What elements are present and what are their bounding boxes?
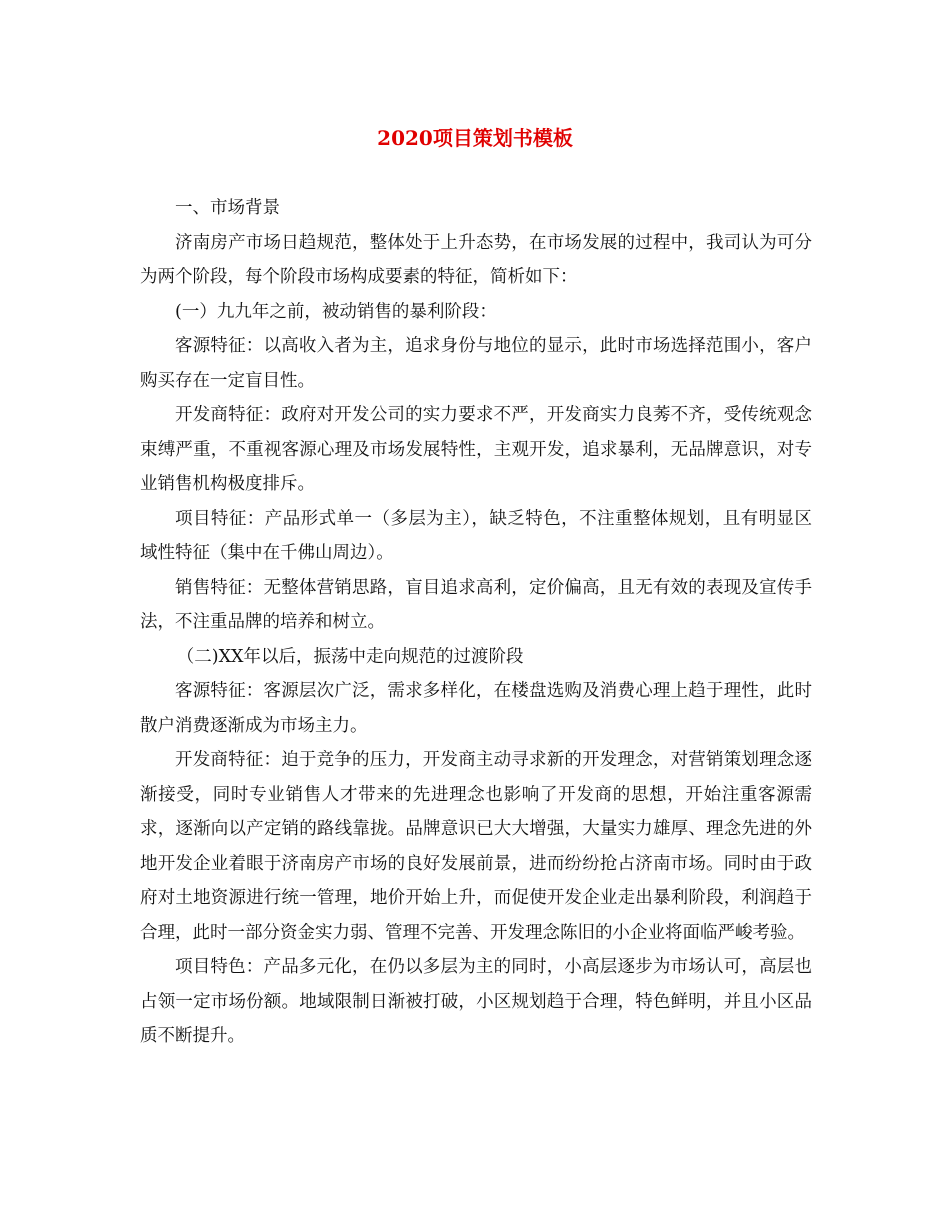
- paragraph: 销售特征：无整体营销思路，盲目追求高利，定价偏高，且无有效的表现及宣传手法，不注重品牌的培养和树立。: [140, 577, 812, 632]
- paragraph: 项目特征：产品形式单一（多层为主），缺乏特色，不注重整体规划，且有明显区域性特征（集中在千佛山周边）。: [140, 508, 812, 563]
- document-body: [140, 191, 812, 1054]
- document-title: 2020项目策划书模板: [377, 126, 573, 150]
- section-heading: 一、市场背景: [175, 198, 280, 218]
- paragraph: 开发商特征：政府对开发公司的实力要求不严，开发商实力良莠不齐，受传统观念束缚严重，不重视客源心理及市场发展特性，主观开发，追求暴利，无品牌意识，对专业销售机构极度排斥。: [140, 405, 812, 494]
- paragraph: 开发商特征：迫于竞争的压力，开发商主动寻求新的开发理念，对营销策划理念逐渐接受，同时专业销售人才带来的先进理念也影响了开发商的思想，开始注重客源需求，逐渐向以产定销的路线靠拢。品牌意识已大大增强，大量实力雄厚、理念先进的外地开发企业着眼于济南房产市场的良好发展前景，进而纷纷抢占济南市场。同时由于政府对土地资源进行统一管理，地价开始上升，而促使开发企业走出暴利阶段，利润趋于合理，此时一部分资金实力弱、管理不完善、开发理念陈旧的小企业将面临严峻考验。: [140, 750, 812, 943]
- paragraph: 客源特征：客源层次广泛，需求多样化，在楼盘选购及消费心理上趋于理性，此时散户消费逐渐成为市场主力。: [140, 681, 812, 736]
- paragraph: 项目特色：产品多元化，在仍以多层为主的同时，小高层逐步为市场认可，高层也占领一定市场份额。地域限制日渐被打破，小区规划趋于合理，特色鲜明，并且小区品质不断提升。: [140, 957, 812, 1046]
- paragraph: 济南房产市场日趋规范，整体处于上升态势，在市场发展的过程中，我司认为可分为两个阶段，每个阶段市场构成要素的特征，简析如下：: [140, 232, 812, 287]
- paragraph: 客源特征：以高收入者为主，追求身份与地位的显示，此时市场选择范围小，客户购买存在一定盲目性。: [140, 336, 812, 391]
- subsection-heading: (一）九九年之前，被动销售的暴利阶段：: [175, 301, 497, 322]
- subsection-heading: （二)XX年以后，振荡中走向规范的过渡阶段: [176, 646, 524, 667]
